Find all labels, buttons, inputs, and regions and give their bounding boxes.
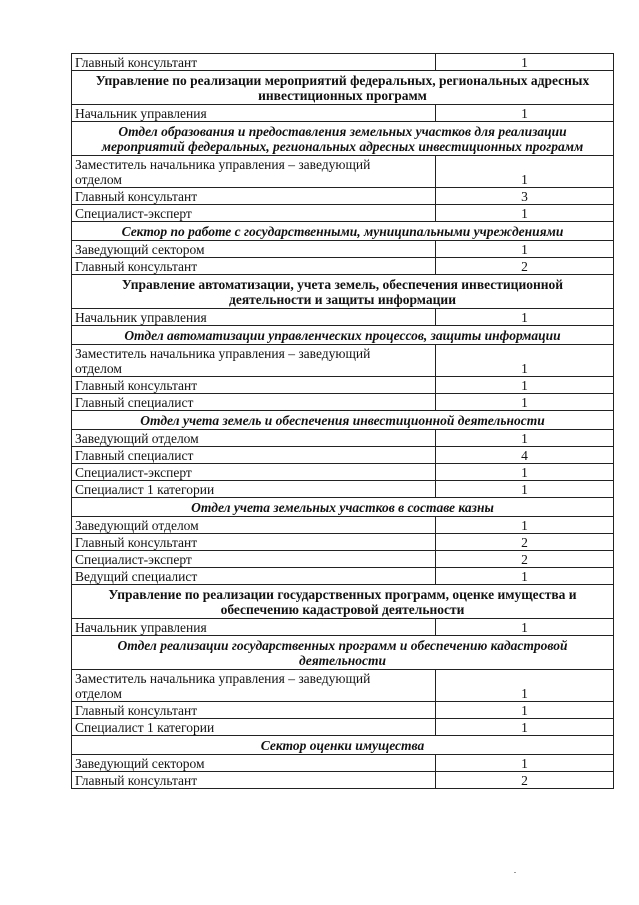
position-row: [72, 377, 614, 394]
position-count: 1: [436, 309, 614, 326]
position-row: [72, 188, 614, 205]
position-count: 1: [436, 702, 614, 719]
position-count: 1: [436, 755, 614, 772]
position-row: [72, 309, 614, 326]
position-count: 1: [436, 670, 614, 702]
directorate-header-row: [72, 275, 614, 309]
position-count: 1: [436, 54, 614, 71]
position-count: 1: [436, 430, 614, 447]
position-title: Главный специалист: [72, 394, 436, 411]
position-count: 2: [436, 551, 614, 568]
position-count: 1: [436, 345, 614, 377]
position-title: Специалист-эксперт: [72, 464, 436, 481]
position-row: [72, 481, 614, 498]
position-title: Начальник управления: [72, 105, 436, 122]
staffing-table-body: [72, 54, 614, 789]
position-title: Специалист 1 категории: [72, 719, 436, 736]
position-count: 1: [436, 517, 614, 534]
position-row: [72, 772, 614, 789]
position-row: [72, 105, 614, 122]
directorate-header-row: [72, 71, 614, 105]
position-title: Заместитель начальника управления – заведующий отделом: [72, 670, 436, 702]
position-row: [72, 551, 614, 568]
position-count: 1: [436, 156, 614, 188]
position-count: 2: [436, 772, 614, 789]
section-title: Отдел учета земельных участков в составе казны: [72, 498, 614, 517]
position-row: [72, 755, 614, 772]
position-title: Главный консультант: [72, 258, 436, 275]
position-row: [72, 702, 614, 719]
unit-header-row: [72, 122, 614, 156]
position-title: Главный консультант: [72, 377, 436, 394]
unit-header-row: [72, 498, 614, 517]
position-title: Главный консультант: [72, 54, 436, 71]
position-count: 1: [436, 377, 614, 394]
section-title: Управление по реализации мероприятий федеральных, региональных адресных инвестиционных программ: [72, 71, 614, 105]
position-row: [72, 568, 614, 585]
section-title: Управление по реализации государственных программ, оценке имущества и обеспечению кадастровой деятельности: [72, 585, 614, 619]
position-row: [72, 447, 614, 464]
position-title: Специалист 1 категории: [72, 481, 436, 498]
position-row: [72, 719, 614, 736]
position-count: 1: [436, 619, 614, 636]
position-title: Заведующий сектором: [72, 241, 436, 258]
position-row: [72, 258, 614, 275]
section-title: Отдел автоматизации управленческих процессов, защиты информации: [72, 326, 614, 345]
unit-header-row: [72, 736, 614, 755]
position-count: 1: [436, 241, 614, 258]
position-row: [72, 464, 614, 481]
position-row: [72, 345, 614, 377]
position-title: Заведующий сектором: [72, 755, 436, 772]
position-row: [72, 54, 614, 71]
position-count: 2: [436, 534, 614, 551]
position-count: 4: [436, 447, 614, 464]
unit-header-row: [72, 326, 614, 345]
staffing-table: [71, 53, 614, 789]
section-title: Сектор по работе с государственными, муниципальными учреждениями: [72, 222, 614, 241]
position-title: Специалист-эксперт: [72, 551, 436, 568]
position-row: [72, 670, 614, 702]
position-count: 1: [436, 205, 614, 222]
position-row: [72, 394, 614, 411]
position-title: Заведующий отделом: [72, 430, 436, 447]
position-row: [72, 534, 614, 551]
position-title: Главный консультант: [72, 188, 436, 205]
position-count: 3: [436, 188, 614, 205]
position-count: 2: [436, 258, 614, 275]
position-count: 1: [436, 481, 614, 498]
unit-header-row: [72, 636, 614, 670]
position-row: [72, 430, 614, 447]
position-row: [72, 241, 614, 258]
position-title: Начальник управления: [72, 309, 436, 326]
position-count: 1: [436, 105, 614, 122]
position-title: Заместитель начальника управления – заведующий отделом: [72, 345, 436, 377]
position-row: [72, 517, 614, 534]
unit-header-row: [72, 411, 614, 430]
section-title: Управление автоматизации, учета земель, обеспечения инвестиционной деятельности и защиты информации: [72, 275, 614, 309]
position-title: Ведущий специалист: [72, 568, 436, 585]
unit-header-row: [72, 222, 614, 241]
scan-speck: [514, 872, 516, 873]
position-title: Главный консультант: [72, 702, 436, 719]
position-row: [72, 156, 614, 188]
position-row: [72, 619, 614, 636]
position-title: Главный консультант: [72, 534, 436, 551]
section-title: Сектор оценки имущества: [72, 736, 614, 755]
position-count: 1: [436, 464, 614, 481]
section-title: Отдел реализации государственных программ и обеспечению кадастровой деятельности: [72, 636, 614, 670]
position-count: 1: [436, 719, 614, 736]
position-count: 1: [436, 394, 614, 411]
position-title: Начальник управления: [72, 619, 436, 636]
position-row: [72, 205, 614, 222]
position-title: Заведующий отделом: [72, 517, 436, 534]
position-title: Главный консультант: [72, 772, 436, 789]
directorate-header-row: [72, 585, 614, 619]
section-title: Отдел учета земель и обеспечения инвестиционной деятельности: [72, 411, 614, 430]
position-title: Заместитель начальника управления – заведующий отделом: [72, 156, 436, 188]
position-title: Главный специалист: [72, 447, 436, 464]
position-count: 1: [436, 568, 614, 585]
section-title: Отдел образования и предоставления земельных участков для реализации мероприятий федеральных, региональных адресных инвестиционных программ: [72, 122, 614, 156]
position-title: Специалист-эксперт: [72, 205, 436, 222]
